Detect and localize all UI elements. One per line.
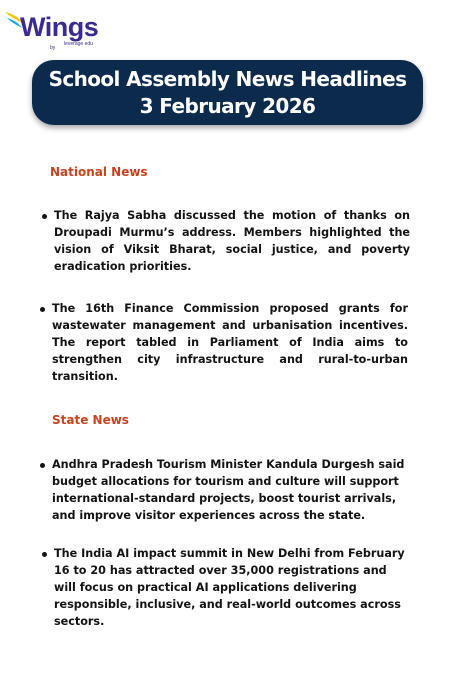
logo-brand-text: leverage edu <box>64 41 93 47</box>
news-item-state-1: Andhra Pradesh Tourism Minister Kandula Durgesh said budget allocations for tourism and culture will support international-standard projects, boost tourist arrivals, and improve visitor experiences across the state. <box>52 458 405 522</box>
banner-date: 3 February 2026 <box>139 94 316 118</box>
logo-by-text: by <box>50 45 56 51</box>
news-item-national-2: The 16th Finance Commission proposed grants for wastewater management and urbanisation incentives. The report tabled in Parliament of India aims to strengthen city infrastructure and rural-to-urban transition. <box>52 302 408 383</box>
section-heading-state: State News <box>52 413 129 427</box>
section-heading-national: National News <box>50 165 148 179</box>
bullet-point <box>42 552 47 557</box>
news-item-state-2: The India AI impact summit in New Delhi from February 16 to 20 has attracted over 35,000 registrations and will focus on practical AI applications delivering responsible, inclusive, and real-world outcomes across sectors. <box>54 547 405 628</box>
banner-title: School Assembly News Headlines <box>48 67 407 91</box>
title-banner <box>32 60 423 125</box>
bullet-point <box>40 307 45 312</box>
bullet-point <box>40 463 45 468</box>
wings-logo <box>4 8 114 58</box>
news-item-national-1: The Rajya Sabha discussed the motion of thanks on Droupadi Murmu’s address. Members highlighted the vision of Viksit Bharat, social justice, and poverty eradication priorities. <box>54 209 410 273</box>
bullet-point <box>42 214 47 219</box>
logo-wordmark: Wings <box>20 12 99 42</box>
